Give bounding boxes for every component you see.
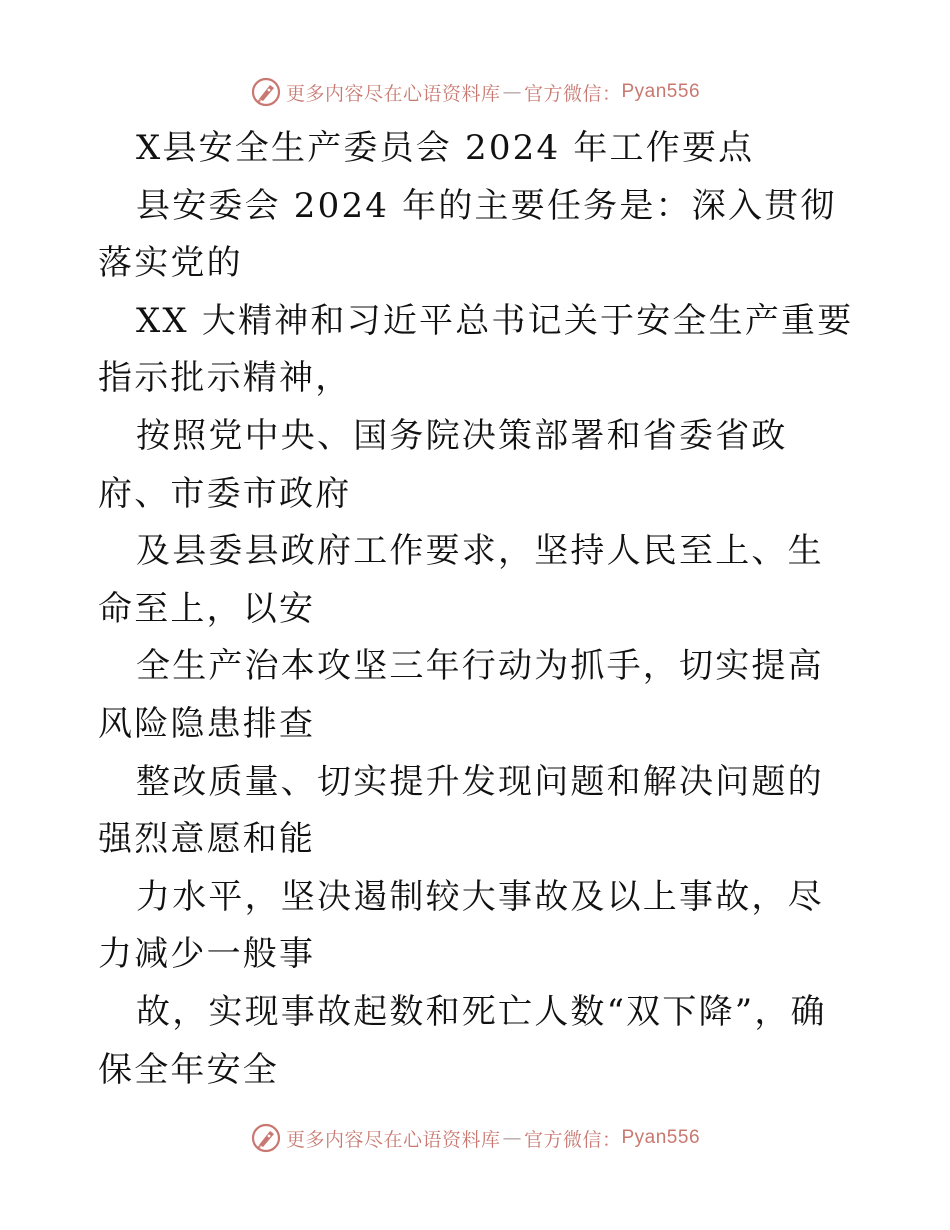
banner-text: 更多内容尽在心语资料库	[285, 82, 501, 105]
banner-contact-label: 官方微信：	[523, 1128, 622, 1151]
paragraph: 按照党中央、国务院决策部署和省委省政府、市委市政府	[98, 415, 788, 514]
paragraph: 故，实现事故起数和死亡人数“双下降”，确保全年安全	[98, 991, 827, 1090]
pen-nib-logo-icon	[250, 76, 282, 108]
document-title: X县安全生产委员会 2024 年工作要点	[136, 128, 755, 168]
paragraph: 全生产治本攻坚三年行动为抓手，切实提高风险隐患排查	[98, 646, 824, 744]
banner-wechat-id: Pyan556	[621, 81, 701, 102]
paragraph: 县安委会 2024 年的主要任务是：深入贯彻落实党的	[98, 185, 837, 284]
watermark-banner-bottom	[0, 1118, 950, 1158]
watermark-banner-top	[0, 72, 950, 112]
document-body	[98, 120, 858, 1099]
paragraph: XX 大精神和习近平总书记关于安全生产重要指示批示精神，	[98, 300, 854, 399]
banner-wechat-id: Pyan556	[621, 1127, 701, 1148]
paragraph: 及县委县政府工作要求，坚持人民至上、生命至上，以安	[98, 531, 824, 629]
paragraph: 力水平，坚决遏制较大事故及以上事故，尽力减少一般事	[98, 876, 824, 975]
banner-text: 更多内容尽在心语资料库	[285, 1128, 501, 1151]
banner-contact-label: 官方微信：	[523, 82, 622, 105]
banner-separator: —	[502, 81, 522, 103]
banner-separator: —	[502, 1127, 522, 1149]
paragraph: 整改质量、切实提升发现问题和解决问题的强烈意愿和能	[98, 761, 824, 860]
pen-nib-logo-icon	[250, 1122, 282, 1154]
